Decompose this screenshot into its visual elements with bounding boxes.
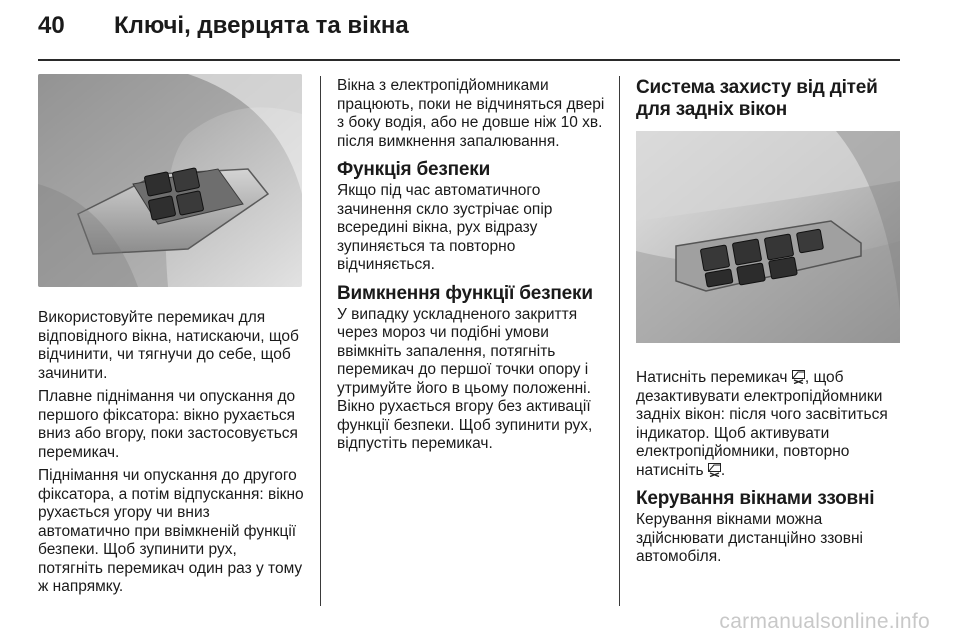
paragraph: Плавне піднімання чи опускання до першого фіксатора: вікно рухається вниз або вгору, поки застосовується перемикач. xyxy=(38,388,298,461)
child-lock-window-icon xyxy=(792,370,805,384)
section-heading: Система захисту від дітей для задніх вікон xyxy=(636,77,878,120)
section-heading: Функція безпеки xyxy=(337,159,491,180)
driver-door-switch-photo xyxy=(38,74,302,287)
header-rule xyxy=(38,59,900,61)
paragraph: Керування вікнами можна здійснювати дистанційно ззовні автомобіля. xyxy=(636,511,863,565)
paragraph: Вікна з електропідйомниками працюють, поки не відчиняться двері з боку водія, або не довше ніж 10 хв. після вимкнення запалювання. xyxy=(337,77,605,150)
section-heading: Керування вікнами ззовні xyxy=(636,488,875,509)
column-2 xyxy=(337,77,607,459)
section-heading: Вимкнення функції безпеки xyxy=(337,282,593,304)
paragraph: Якщо під час автоматичного зачинення скло зустрічає опір всередині вікна, рух відразу зупиняється та повторно відчиняється. xyxy=(337,182,553,273)
page-number: 40 xyxy=(38,12,65,39)
paragraph: Використовуйте перемикач для відповідного вікна, натискаючи, щоб відчинити, чи тягнучи до себе, щоб зачинити. xyxy=(38,309,299,382)
column-divider xyxy=(619,76,620,606)
rear-window-switch-photo xyxy=(636,131,900,343)
column-divider xyxy=(320,76,321,606)
paragraph: Натисніть перемикач , щоб дезактивувати електропідйомники задніх вікон: після чого засвітиться індикатор. Щоб активувати електропідйомники, повторно натисніть . xyxy=(636,369,888,479)
child-lock-window-icon xyxy=(708,463,721,477)
paragraph: У випадку ускладненого закриття через мороз чи подібні умови ввімкніть запалення, потягніть перемикач до першої точки опору і утримуйте його в цьому положенні. Вікно рухається вгору без активації функції безпеки. Щоб зупинити рух, відпустіть перемикач. xyxy=(337,305,593,452)
paragraph: Піднімання чи опускання до другого фіксатора, а потім відпускання: вікно рухається угору чи вниз автоматично при ввімкненій функції безпеки. Щоб зупинити рух, потягніть перемикач один раз у тому ж напрямку. xyxy=(38,467,304,595)
page-title: Ключі, дверцята та вікна xyxy=(114,12,409,39)
watermark: carmanualsonline.info xyxy=(719,610,930,633)
column-1 xyxy=(38,74,304,602)
page-header xyxy=(38,12,409,52)
column-3 xyxy=(636,77,902,572)
